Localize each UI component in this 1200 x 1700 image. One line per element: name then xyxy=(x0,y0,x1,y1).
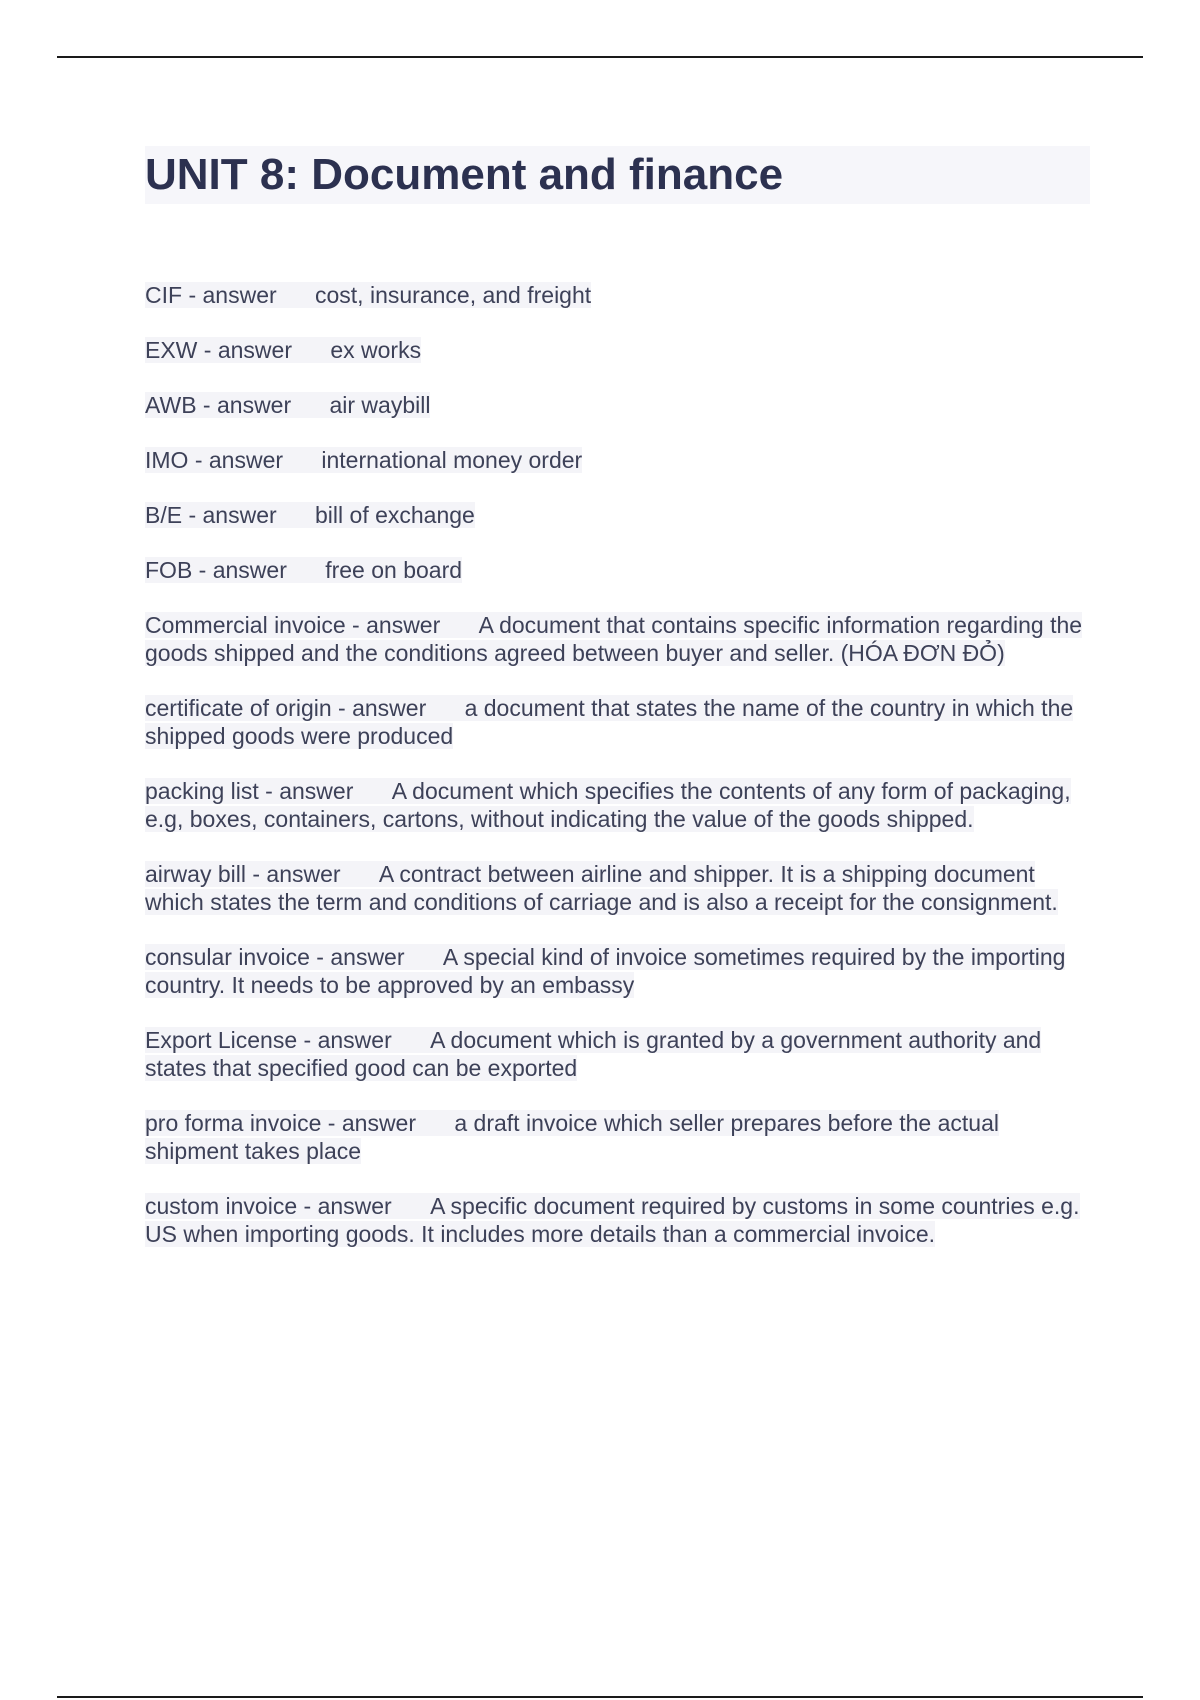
card-definition: free on board xyxy=(325,557,463,583)
card-separator: - answer xyxy=(182,502,277,528)
card-term: Commercial invoice xyxy=(145,612,346,638)
card-definition: A contract between airline and shipper. It is a shipping document which states the term and conditions of carriage and is also a receipt for the consignment. xyxy=(145,861,1058,915)
card-separator: - answer xyxy=(297,1193,392,1219)
card-separator: - answer xyxy=(196,392,292,418)
card-separator: - answer xyxy=(297,1027,392,1053)
card-separator: - answer xyxy=(245,861,341,887)
flashcard xyxy=(145,1026,1090,1082)
card-term: packing list xyxy=(145,778,259,804)
flashcard-list xyxy=(145,281,1090,1248)
flashcard xyxy=(145,611,1090,667)
flashcard xyxy=(145,391,1090,419)
flashcard xyxy=(145,336,1090,364)
card-definition: a draft invoice which seller prepares before the actual shipment takes place xyxy=(145,1110,999,1164)
card-term: AWB xyxy=(145,392,197,418)
card-term: FOB xyxy=(145,557,193,583)
card-definition: A specific document required by customs in some countries e.g. US when importing goods. It includes more details than a commercial invoice. xyxy=(145,1193,1080,1247)
card-definition: cost, insurance, and freight xyxy=(315,282,592,308)
card-separator: - answer xyxy=(197,337,292,363)
card-separator: - answer xyxy=(182,282,277,308)
card-separator: - answer xyxy=(321,1110,417,1136)
card-separator: - answer xyxy=(192,557,287,583)
flashcard xyxy=(145,281,1090,309)
card-definition: a document that states the name of the country in which the shipped goods were produced xyxy=(145,695,1074,749)
card-term: airway bill xyxy=(145,861,246,887)
card-definition: international money order xyxy=(321,447,583,473)
top-rule xyxy=(57,56,1143,58)
card-definition: air waybill xyxy=(329,392,431,418)
bottom-rule xyxy=(57,1696,1143,1698)
card-term: B/E xyxy=(145,502,183,528)
page-title: UNIT 8: Document and finance xyxy=(145,146,1090,204)
card-definition: A document which specifies the contents of any form of packaging, e.g, boxes, containers, cartons, without indicating the value of the goods shipped. xyxy=(145,778,1071,832)
card-definition: A document which is granted by a government authority and states that specified good can be exported xyxy=(145,1027,1042,1081)
card-term: pro forma invoice xyxy=(145,1110,322,1136)
flashcard xyxy=(145,556,1090,584)
card-definition: bill of exchange xyxy=(315,502,475,528)
flashcard xyxy=(145,860,1090,916)
card-term: Export License xyxy=(145,1027,298,1053)
card-term: EXW xyxy=(145,337,198,363)
card-term: CIF xyxy=(145,282,183,308)
card-separator: - answer xyxy=(345,612,441,638)
document-body xyxy=(145,146,1090,1275)
card-term: custom invoice xyxy=(145,1193,298,1219)
card-definition: A document that contains specific information regarding the goods shipped and the conditions agreed between buyer and seller. (HÓA ĐƠN ĐỎ) xyxy=(145,612,1083,666)
flashcard xyxy=(145,501,1090,529)
flashcard xyxy=(145,777,1090,833)
card-separator: - answer xyxy=(331,695,427,721)
flashcard xyxy=(145,1192,1090,1248)
flashcard xyxy=(145,1109,1090,1165)
card-term: consular invoice xyxy=(145,944,310,970)
flashcard xyxy=(145,943,1090,999)
flashcard xyxy=(145,446,1090,474)
card-definition: A special kind of invoice sometimes required by the importing country. It needs to be approved by an embassy xyxy=(145,944,1066,998)
card-term: IMO xyxy=(145,447,189,473)
card-separator: - answer xyxy=(258,778,354,804)
card-definition: ex works xyxy=(330,337,422,363)
flashcard xyxy=(145,694,1090,750)
card-separator: - answer xyxy=(188,447,284,473)
card-separator: - answer xyxy=(309,944,405,970)
card-term: certificate of origin xyxy=(145,695,332,721)
